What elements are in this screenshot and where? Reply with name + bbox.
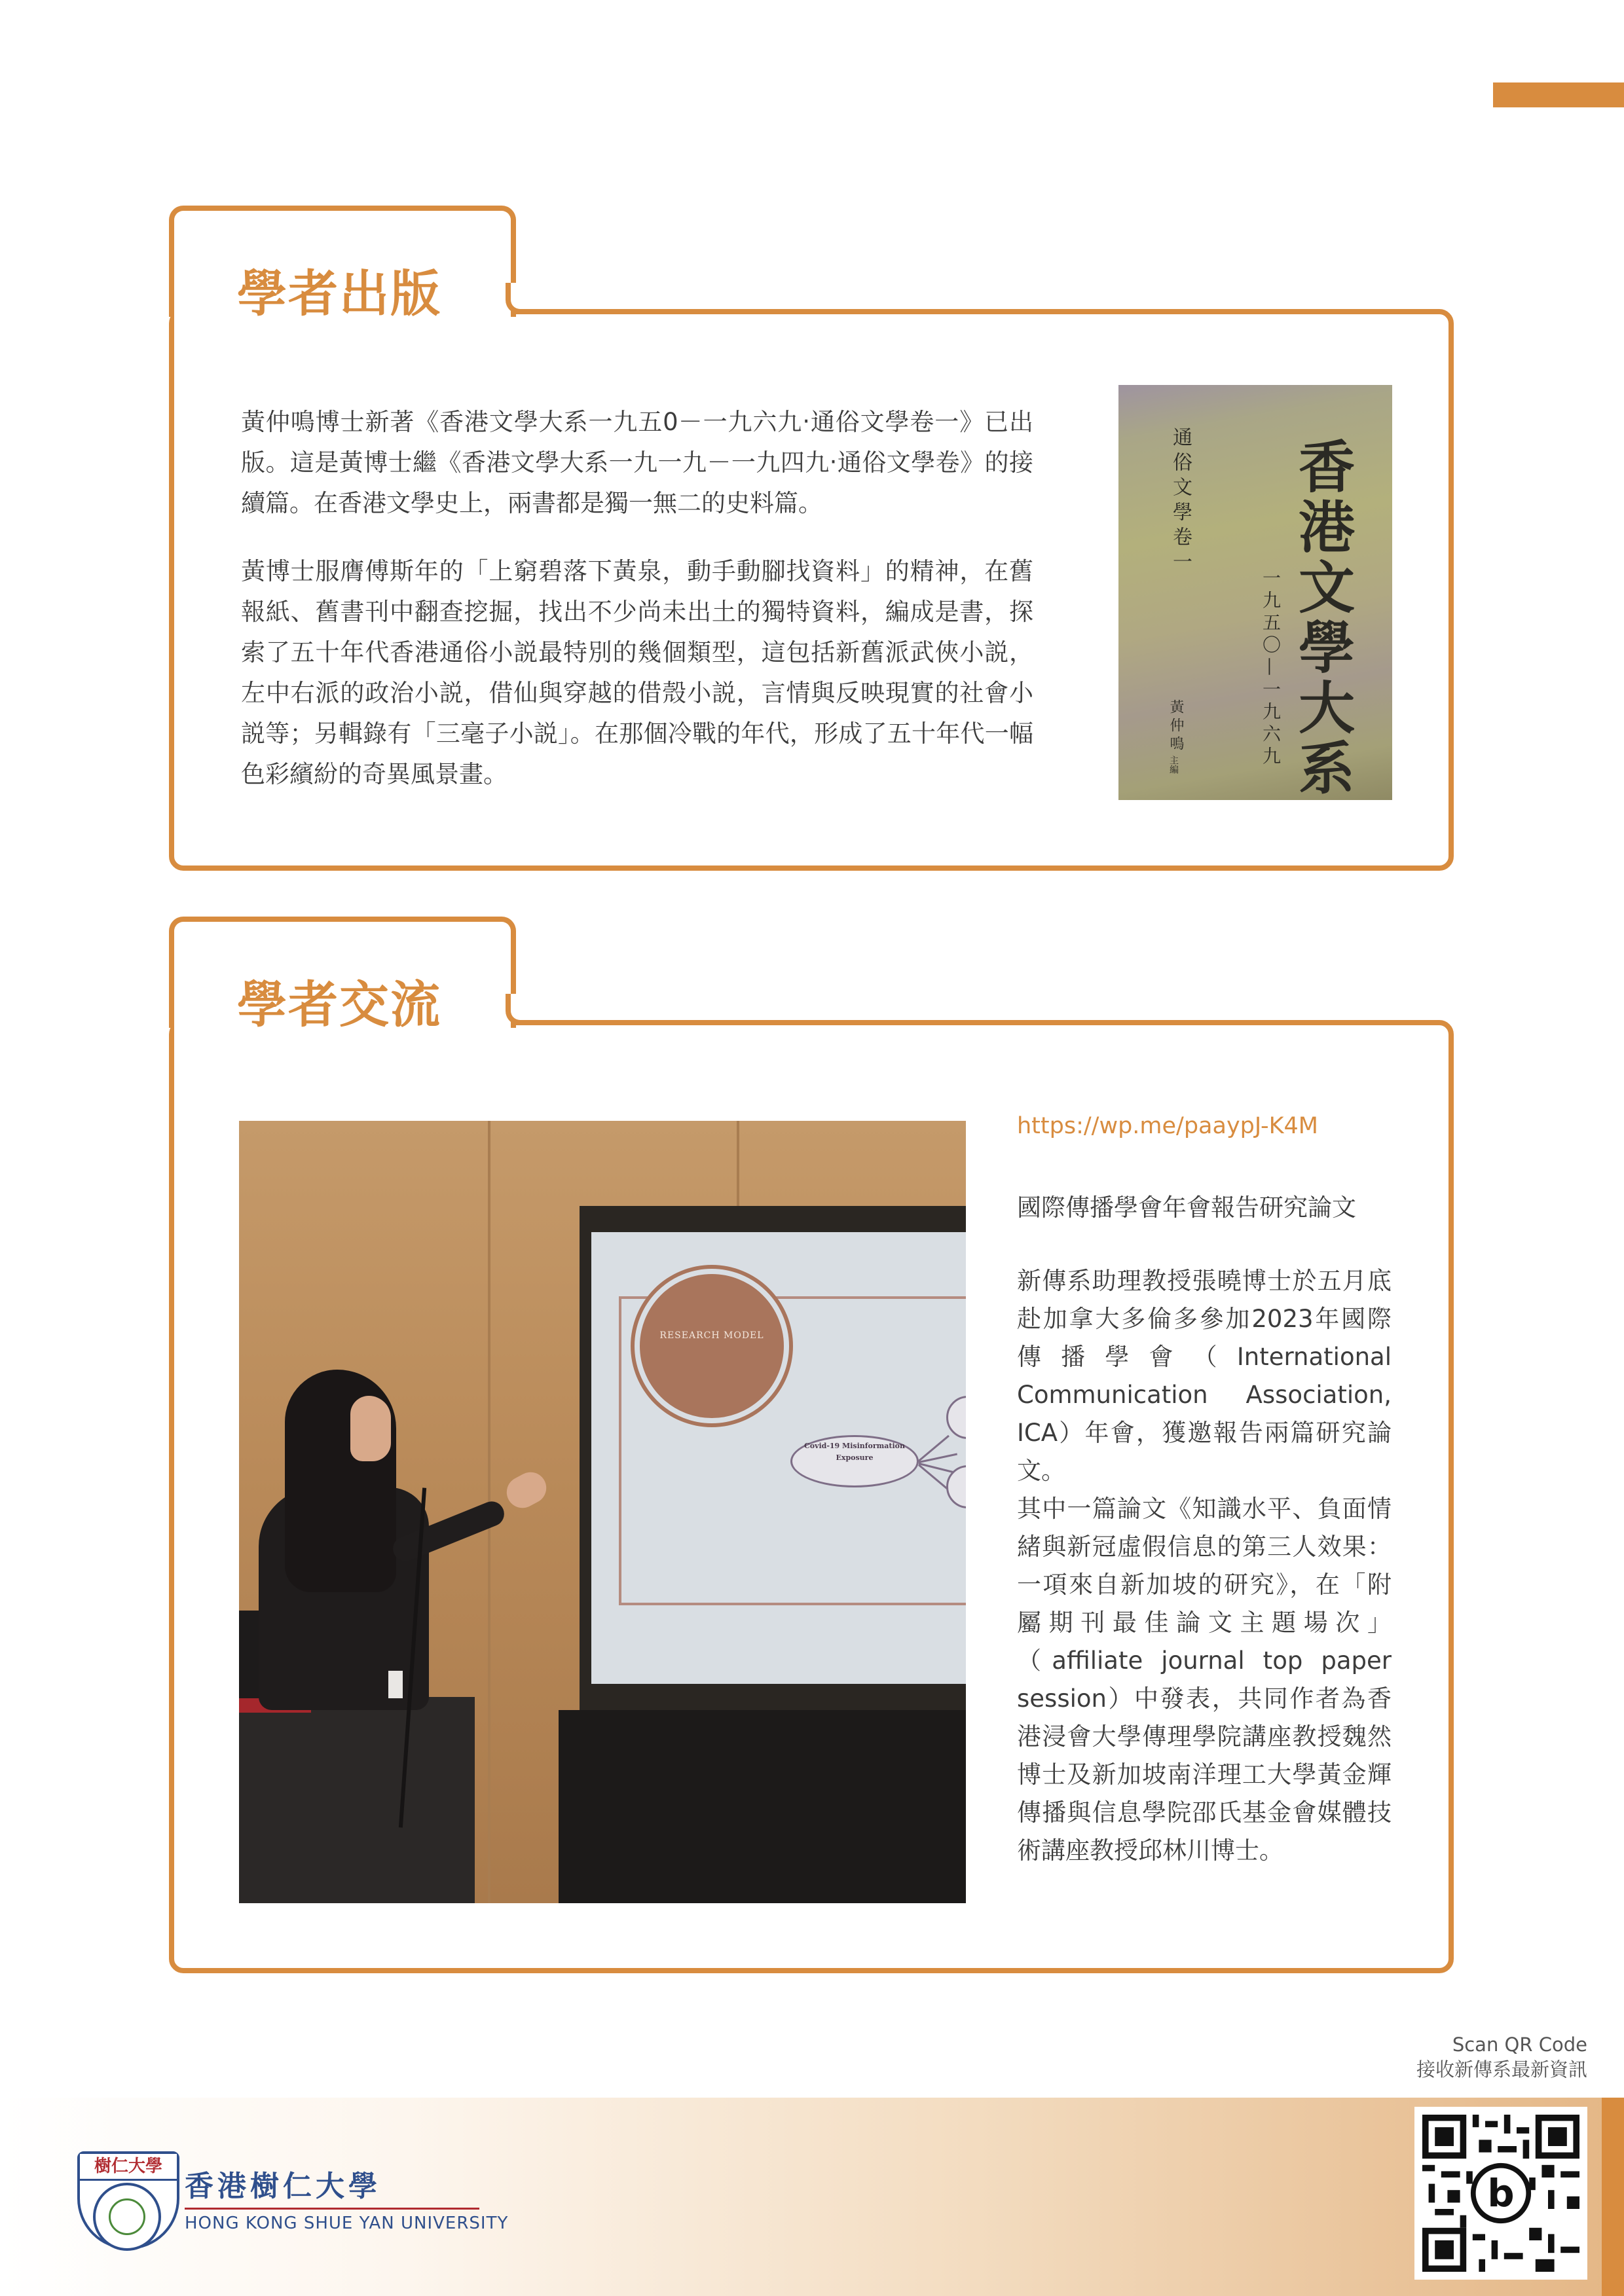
university-logo-shield-text: 樹仁大學 [80,2154,177,2181]
corner-accent-bar [1493,82,1624,107]
book-cover-image [1118,385,1392,800]
photo-presenter-face [350,1396,391,1461]
publication-paragraph-1: 黃仲鳴博士新著《香港文學大系一九五0－一九六九‧通俗文學卷一》已出版。這是黃博士繼《香港文學大系一九一九－一九四九‧通俗文學卷》的接續篇。在香港文學史上，兩書都是獨一無二的史料篇。 [241,408,1033,517]
conference-presentation-photo [239,1121,966,1903]
scan-qr-caption [1416,2032,1587,2082]
university-name-english: HONG KONG SHUE YAN UNIVERSITY [185,2214,509,2233]
svg-text:b: b [1487,2172,1515,2216]
exchange-section-title: 學者交流 [237,975,441,1034]
slide-misinformation-label: Covid-19 Misinformation Exposure [803,1442,905,1462]
exchange-paragraph-2: 其中一篇論文《知識水平、負面情緒與新冠虛假信息的第三人效果：一項來自新加坡的研究》，在「附屬期刊最佳論文主題場次」（affiliate journal top paper session）中發表，共同作者為香港浸會大學傳理學院講座教授魏然博士及新加坡南洋理工大學黃金輝傳播與信息學院邵氏基金會媒體技術講座教授邱林川博士。 [1017,1495,1392,1865]
university-logo-rule [185,2208,479,2210]
photo-slide-circle [635,1269,789,1423]
qr-code-icon [1422,2115,1579,2272]
tab-joint [506,994,532,1025]
publication-paragraph-2: 黃博士服膺傅斯年的「上窮碧落下黃泉，動手動腳找資料」的精神，在舊報紙、舊書刊中翻查挖掘，找出不少尚未出土的獨特資料，編成是書，探索了五十年代香港通俗小説最特別的幾個類型，這包括新舊派武俠小説，左中右派的政治小説，借仙與穿越的借殼小説，言情與反映現實的社會小説等；另輯錄有「三毫子小説」。在那個冷戰的年代，形成了五十年代一幅色彩繽紛的奇異風景畫。 [241,557,1033,788]
book-cover-editor-role: 主編 [1168,756,1179,774]
book-cover-series: 通俗文學卷一 [1169,427,1192,576]
tab-joint [506,283,532,314]
photo-table [559,1710,966,1903]
photo-name-badge [388,1671,403,1698]
scan-qr-line2: 接收新傳系最新資訊 [1416,2058,1587,2081]
book-cover-years: 一九五〇—一九六九 [1260,568,1282,769]
exchange-paragraph-1: 新傳系助理教授張曉博士於五月底赴加拿大多倫多參加2023年國際傳播學會（International Communication Association, ICA）年會，獲邀報告兩篇研究論文。 [1017,1267,1392,1485]
exchange-heading: 國際傳播學會年會報告研究論文 [1017,1194,1356,1222]
scan-qr-line1: Scan QR Code [1452,2033,1587,2056]
book-cover-title: 香港文學大系 [1289,437,1355,799]
slide-research-model-label: RESEARCH MODEL [659,1330,764,1341]
footer-accent-bar [1602,2098,1624,2296]
qr-code[interactable] [1414,2107,1587,2280]
university-seal-emblem-icon [109,2198,145,2235]
photo-presenter-hand [501,1467,551,1513]
book-cover-editor: 黃仲鳴 [1168,699,1184,754]
exchange-article-link[interactable]: https://wp.me/paaypJ-K4M [1017,1113,1319,1139]
publication-section-title: 學者出版 [237,264,441,323]
university-name-chinese: 香港樹仁大學 [185,2170,381,2203]
photo-podium [239,1697,475,1903]
